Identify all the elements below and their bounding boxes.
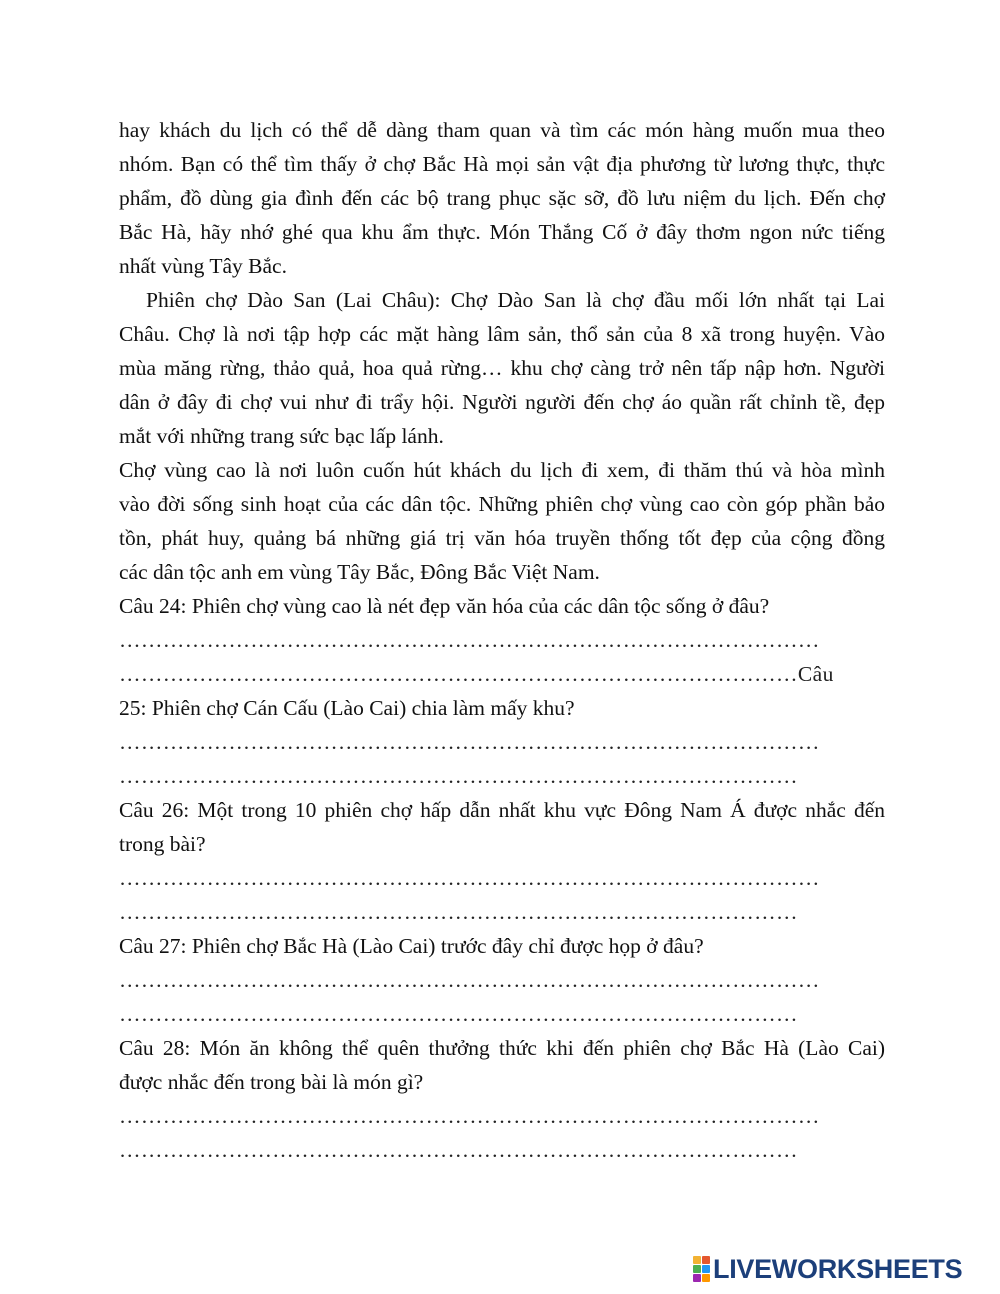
- liveworksheets-logo[interactable]: [693, 1253, 962, 1285]
- question-28-cont: được nhắc đến trong bài là món gì?: [119, 1070, 424, 1094]
- passage-line: dân ở đây đi chợ vui như đi trẩy hội. Người người đến chợ áo quần rất chỉnh tề, đẹp: [119, 390, 885, 414]
- logo-icon-block: [702, 1274, 710, 1282]
- answer-field-25b[interactable]: …………………………………………………………………………………: [119, 764, 798, 788]
- logo-icon-block: [702, 1265, 710, 1273]
- answer-field-27b[interactable]: …………………………………………………………………………………: [119, 1002, 798, 1026]
- answer-field-27a[interactable]: ……………………………………………………………………………………: [119, 968, 820, 992]
- passage-line: nhất vùng Tây Bắc.: [119, 254, 287, 278]
- passage-line: phẩm, đồ dùng gia đình đến các bộ trang phục sặc sỡ, đồ lưu niệm du lịch. Đến chợ: [119, 186, 885, 210]
- passage-line: tồn, phát huy, quảng bá những giá trị văn hóa truyền thống tốt đẹp của cộng đồng: [119, 526, 885, 550]
- question-24: Câu 24: Phiên chợ vùng cao là nét đẹp văn hóa của các dân tộc sống ở đâu?: [119, 594, 770, 618]
- question-28: Câu 28: Món ăn không thể quên thưởng thức khi đến phiên chợ Bắc Hà (Lào Cai): [119, 1036, 885, 1060]
- passage-line: Chợ vùng cao là nơi luôn cuốn hút khách du lịch đi xem, đi thăm thú và hòa mình: [119, 458, 885, 482]
- passage-line: mùa măng rừng, thảo quả, hoa quả rừng… khu chợ càng trở nên tấp nập hơn. Người: [119, 356, 885, 380]
- passage-line: nhóm. Bạn có thể tìm thấy ở chợ Bắc Hà mọi sản vật địa phương từ lương thực, thực: [119, 152, 885, 176]
- question-26: Câu 26: Một trong 10 phiên chợ hấp dẫn nhất khu vực Đông Nam Á được nhắc đến: [119, 798, 885, 822]
- passage-line: các dân tộc anh em vùng Tây Bắc, Đông Bắc Việt Nam.: [119, 560, 600, 584]
- passage-line: vào đời sống sinh hoạt của các dân tộc. Những phiên chợ vùng cao còn góp phần bảo: [119, 492, 885, 516]
- liveworksheets-logo-icon: [693, 1256, 710, 1282]
- logo-icon-block: [702, 1256, 710, 1264]
- passage-line: hay khách du lịch có thể dễ dàng tham quan và tìm các món hàng muốn mua theo: [119, 118, 885, 142]
- logo-icon-block: [693, 1265, 701, 1273]
- answer-field-28a[interactable]: ……………………………………………………………………………………: [119, 1104, 820, 1128]
- question-26-cont: trong bài?: [119, 832, 206, 856]
- answer-field-28b[interactable]: …………………………………………………………………………………: [119, 1138, 798, 1162]
- passage-line: mắt với những trang sức bạc lấp lánh.: [119, 424, 444, 448]
- answer-field-25a[interactable]: ……………………………………………………………………………………: [119, 730, 820, 754]
- logo-icon-block: [693, 1274, 701, 1282]
- question-27: Câu 27: Phiên chợ Bắc Hà (Lào Cai) trước đây chỉ được họp ở đâu?: [119, 934, 704, 958]
- logo-icon-block: [693, 1256, 701, 1264]
- passage-line: Bắc Hà, hãy nhớ ghé qua khu ẩm thực. Món Thắng Cố ở đây thơm ngon nức tiếng: [119, 220, 885, 244]
- answer-field-26a[interactable]: ……………………………………………………………………………………: [119, 866, 820, 890]
- passage-line: Phiên chợ Dào San (Lai Châu): Chợ Dào San là chợ đầu mối lớn nhất tại Lai: [146, 288, 885, 312]
- answer-field-26b[interactable]: …………………………………………………………………………………: [119, 900, 798, 924]
- answer-field-24b[interactable]: …………………………………………………………………………………Câu: [119, 662, 834, 686]
- question-25: 25: Phiên chợ Cán Cấu (Lào Cai) chia làm mấy khu?: [119, 696, 575, 720]
- liveworksheets-logo-text: LIVEWORKSHEETS: [713, 1253, 963, 1284]
- passage-line: Châu. Chợ là nơi tập hợp các mặt hàng lâm sản, thổ sản của 8 xã trong huyện. Vào: [119, 322, 885, 346]
- worksheet-page: [119, 113, 885, 1167]
- answer-field-24a[interactable]: ……………………………………………………………………………………: [119, 628, 820, 652]
